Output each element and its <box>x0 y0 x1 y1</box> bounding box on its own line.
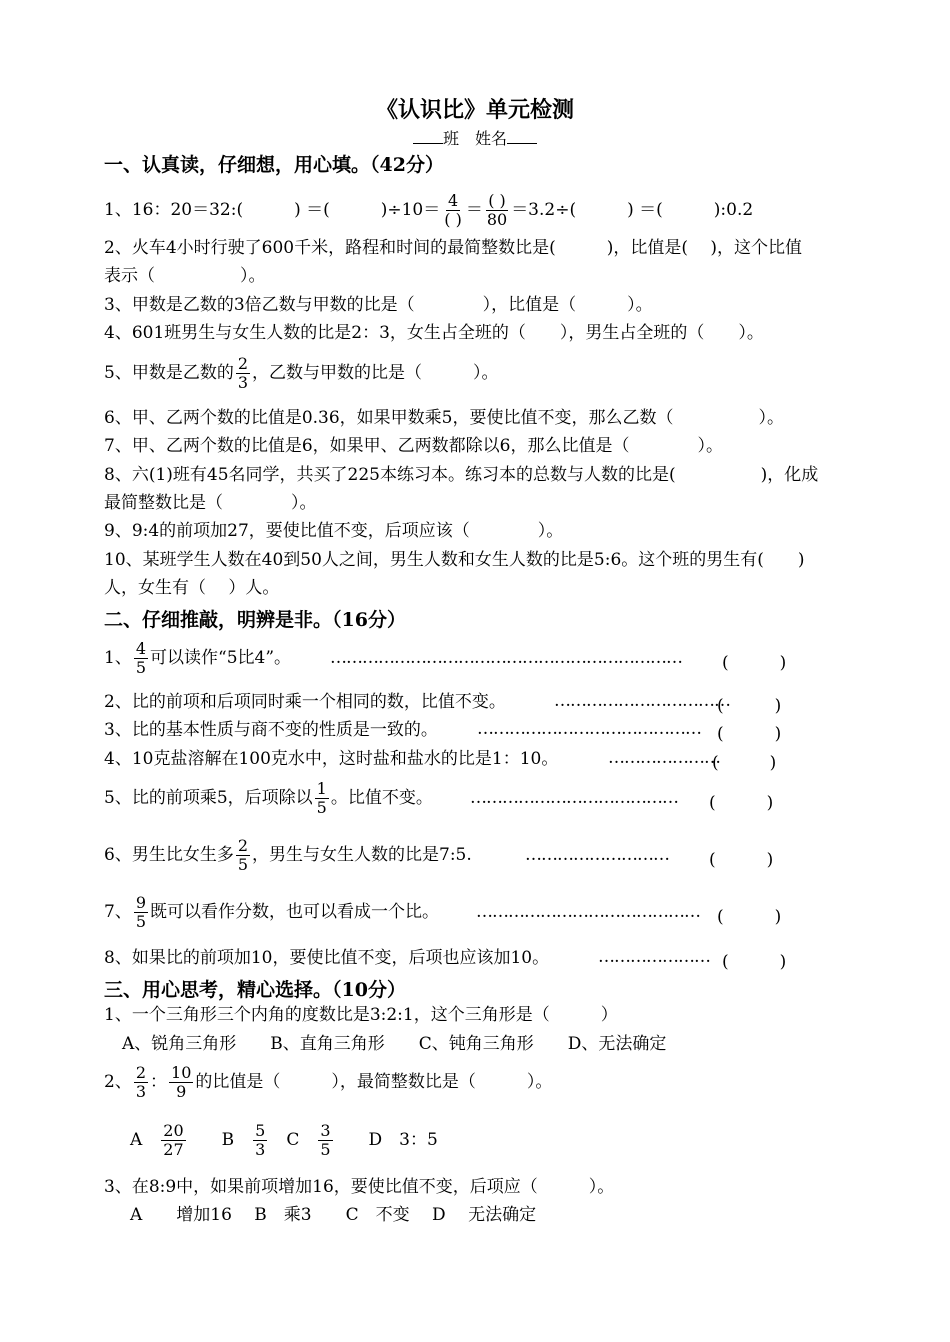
c2-f1-den: 3 <box>135 1082 147 1101</box>
class-label: 班 <box>442 129 459 148</box>
j1-text: 可以读作“5比4”。 <box>150 648 292 668</box>
j6-text-a: 6、男生比女生多 <box>104 845 234 865</box>
question-1-6: 6、甲、乙两个数的比值是0.36，如果甲数乘5，要使比值不变，那么乙数（ ）。 <box>104 408 784 428</box>
choice-2-options <box>130 1122 438 1159</box>
judge-7 <box>104 894 439 931</box>
judge-2: 2、比的前项和后项同时乘一个相同的数，比值不变。 <box>104 692 506 712</box>
c2-f2-den: 9 <box>176 1082 187 1101</box>
j2-leader-dots: …………………………… <box>554 691 730 711</box>
c2-a-num: 20 <box>163 1121 184 1140</box>
q5-text-b: ，乙数与甲数的比是（ ）。 <box>252 363 499 383</box>
c2-option-c-fraction <box>318 1122 332 1159</box>
judge-3: 3、比的基本性质与商不变的性质是一致的。 <box>104 720 438 740</box>
j6-den: 5 <box>237 855 249 874</box>
j4-leader-dots: ………………… <box>608 748 720 768</box>
question-1-2a: 2、火车4小时行驶了600千米，路程和时间的最简整数比是( )，比值是( )，这个比值 <box>104 238 803 258</box>
question-1-5 <box>104 355 499 392</box>
c2-fraction-2 <box>169 1064 193 1101</box>
c2-f2-num: 10 <box>171 1063 192 1082</box>
q5-den: 3 <box>237 373 249 392</box>
j5-answer-paren: ( ) <box>709 793 774 813</box>
j1-num-label: 1、 <box>104 648 132 668</box>
q5-num: 2 <box>237 354 249 373</box>
j7-leader-dots: …………………………………… <box>476 902 700 922</box>
question-1-2b: 表示（ ）。 <box>104 266 266 286</box>
j1-fraction <box>134 640 148 677</box>
q1-text-a: 1、16：20＝32:( ) ＝( )÷10＝ <box>104 200 441 220</box>
j5-fraction <box>315 780 329 817</box>
j5-leader-dots: ………………………………… <box>470 788 678 808</box>
j6-fraction <box>236 837 250 874</box>
c2-b-den: 3 <box>255 1140 266 1159</box>
q1-f1-num: 4 <box>447 191 459 210</box>
j1-answer-paren: ( ) <box>722 653 787 673</box>
j1-num: 4 <box>135 639 147 658</box>
choice-3-options: A 增加16 B 乘3 C 不变 D 无法确定 <box>130 1205 537 1225</box>
section-1-heading: 一、认真读，仔细想，用心填。（42分） <box>104 154 444 176</box>
question-1-1 <box>104 192 753 229</box>
j1-leader-dots: ………………………………………………………… <box>330 648 682 668</box>
j7-den: 5 <box>135 912 147 931</box>
q5-fraction <box>236 355 250 392</box>
choice-2 <box>104 1064 552 1101</box>
c2-option-a-fraction <box>161 1122 185 1159</box>
c2-option-d: D 3：5 <box>368 1130 438 1150</box>
question-1-4: 4、601班男生与女生人数的比是2：3，女生占全班的（ ），男生占全班的（ ）。 <box>104 323 764 343</box>
question-1-10b: 人，女生有（ ）人。 <box>104 578 280 598</box>
name-label: 姓名 <box>475 129 508 148</box>
q1-f1-den: ( ) <box>444 210 462 229</box>
c2-c-num: 3 <box>320 1121 331 1140</box>
j4-answer-paren: ( ) <box>712 753 777 773</box>
question-1-7: 7、甲、乙两个数的比值是6，如果甲、乙两数都除以6，那么比值是（ ）。 <box>104 436 723 456</box>
judge-4: 4、10克盐溶解在100克水中，这时盐和盐水的比是1：10。 <box>104 749 559 769</box>
j5-text-a: 5、比的前项乘5，后项除以 <box>104 788 313 808</box>
j3-answer-paren: ( ) <box>717 724 782 744</box>
j6-answer-paren: ( ) <box>709 850 774 870</box>
j2-answer-paren: ( ) <box>717 696 782 716</box>
question-1-10a: 10、某班学生人数在40到50人之间，男生人数和女生人数的比是5:6。这个班的男生有( ) <box>104 550 805 570</box>
choice-1-options: A、锐角三角形 B、直角三角形 C、钝角三角形 D、无法确定 <box>122 1034 667 1054</box>
j8-answer-paren: ( ) <box>722 952 787 972</box>
j1-den: 5 <box>135 658 147 677</box>
c2-f1-num: 2 <box>135 1063 147 1082</box>
section-2-heading: 二、仔细推敲，明辨是非。（16分） <box>104 609 406 631</box>
c2-c-den: 5 <box>320 1140 331 1159</box>
question-1-9: 9、9:4的前项加27，要使比值不变，后项应该（ ）。 <box>104 521 564 541</box>
q1-equals: ＝ <box>465 200 483 220</box>
c2-colon: ： <box>150 1072 168 1092</box>
j3-leader-dots: …………………………………… <box>477 719 701 739</box>
section-3-heading: 三、用心思考，精心选择。（10分） <box>104 979 406 1001</box>
c2-option-c-label: C <box>286 1130 300 1150</box>
c2-option-b-label: B <box>221 1130 235 1150</box>
class-blank <box>413 129 443 144</box>
judge-8: 8、如果比的前项加10，要使比值不变，后项也应该加10。 <box>104 948 550 968</box>
j6-leader-dots: ……………………… <box>525 845 669 865</box>
c2-option-a-label: A <box>130 1130 143 1150</box>
question-1-8a: 8、六(1)班有45名同学，共买了225本练习本。练习本的总数与人数的比是( )，化成 <box>104 465 819 485</box>
question-1-8b: 最简整数比是（ ）。 <box>104 493 317 513</box>
c2-fraction-1 <box>134 1064 148 1101</box>
c2-a-den: 27 <box>163 1140 184 1159</box>
q1-text-b: ＝3.2÷( ) ＝( ):0.2 <box>511 200 754 220</box>
name-blank <box>507 129 537 144</box>
j7-text: 既可以看作分数，也可以看成一个比。 <box>150 902 440 922</box>
question-1-3: 3、甲数是乙数的3倍乙数与甲数的比是（ ），比值是（ ）。 <box>104 295 653 315</box>
j6-text-b: ，男生与女生人数的比是7:5. <box>252 845 472 865</box>
j7-num-label: 7、 <box>104 902 132 922</box>
q1-f2-num: ( ) <box>488 191 506 210</box>
q1-fraction-2 <box>485 192 509 229</box>
q1-f2-den: 80 <box>486 210 508 229</box>
class-name-line <box>0 126 950 149</box>
j5-num: 1 <box>316 779 327 798</box>
j7-fraction <box>134 894 148 931</box>
c2-option-b-fraction <box>253 1122 267 1159</box>
q1-fraction-1 <box>442 192 464 229</box>
choice-3: 3、在8:9中，如果前项增加16，要使比值不变，后项应（ ）。 <box>104 1177 615 1197</box>
c2-num-label: 2、 <box>104 1072 132 1092</box>
c2-text: 的比值是（ ），最简整数比是（ ）。 <box>195 1072 553 1092</box>
c2-b-num: 5 <box>255 1121 266 1140</box>
j6-num: 2 <box>237 836 249 855</box>
q5-text-a: 5、甲数是乙数的 <box>104 363 234 383</box>
choice-1: 1、一个三角形三个内角的度数比是3:2:1，这个三角形是（ ） <box>104 1005 618 1025</box>
judge-6 <box>104 837 472 874</box>
j7-answer-paren: ( ) <box>717 907 782 927</box>
j8-leader-dots: ………………… <box>598 947 710 967</box>
j5-text-b: 。比值不变。 <box>330 788 433 808</box>
j7-num: 9 <box>135 893 147 912</box>
judge-1 <box>104 640 291 677</box>
j5-den: 5 <box>316 798 327 817</box>
judge-5 <box>104 780 433 817</box>
page-title: 《认识比》单元检测 <box>375 97 574 123</box>
